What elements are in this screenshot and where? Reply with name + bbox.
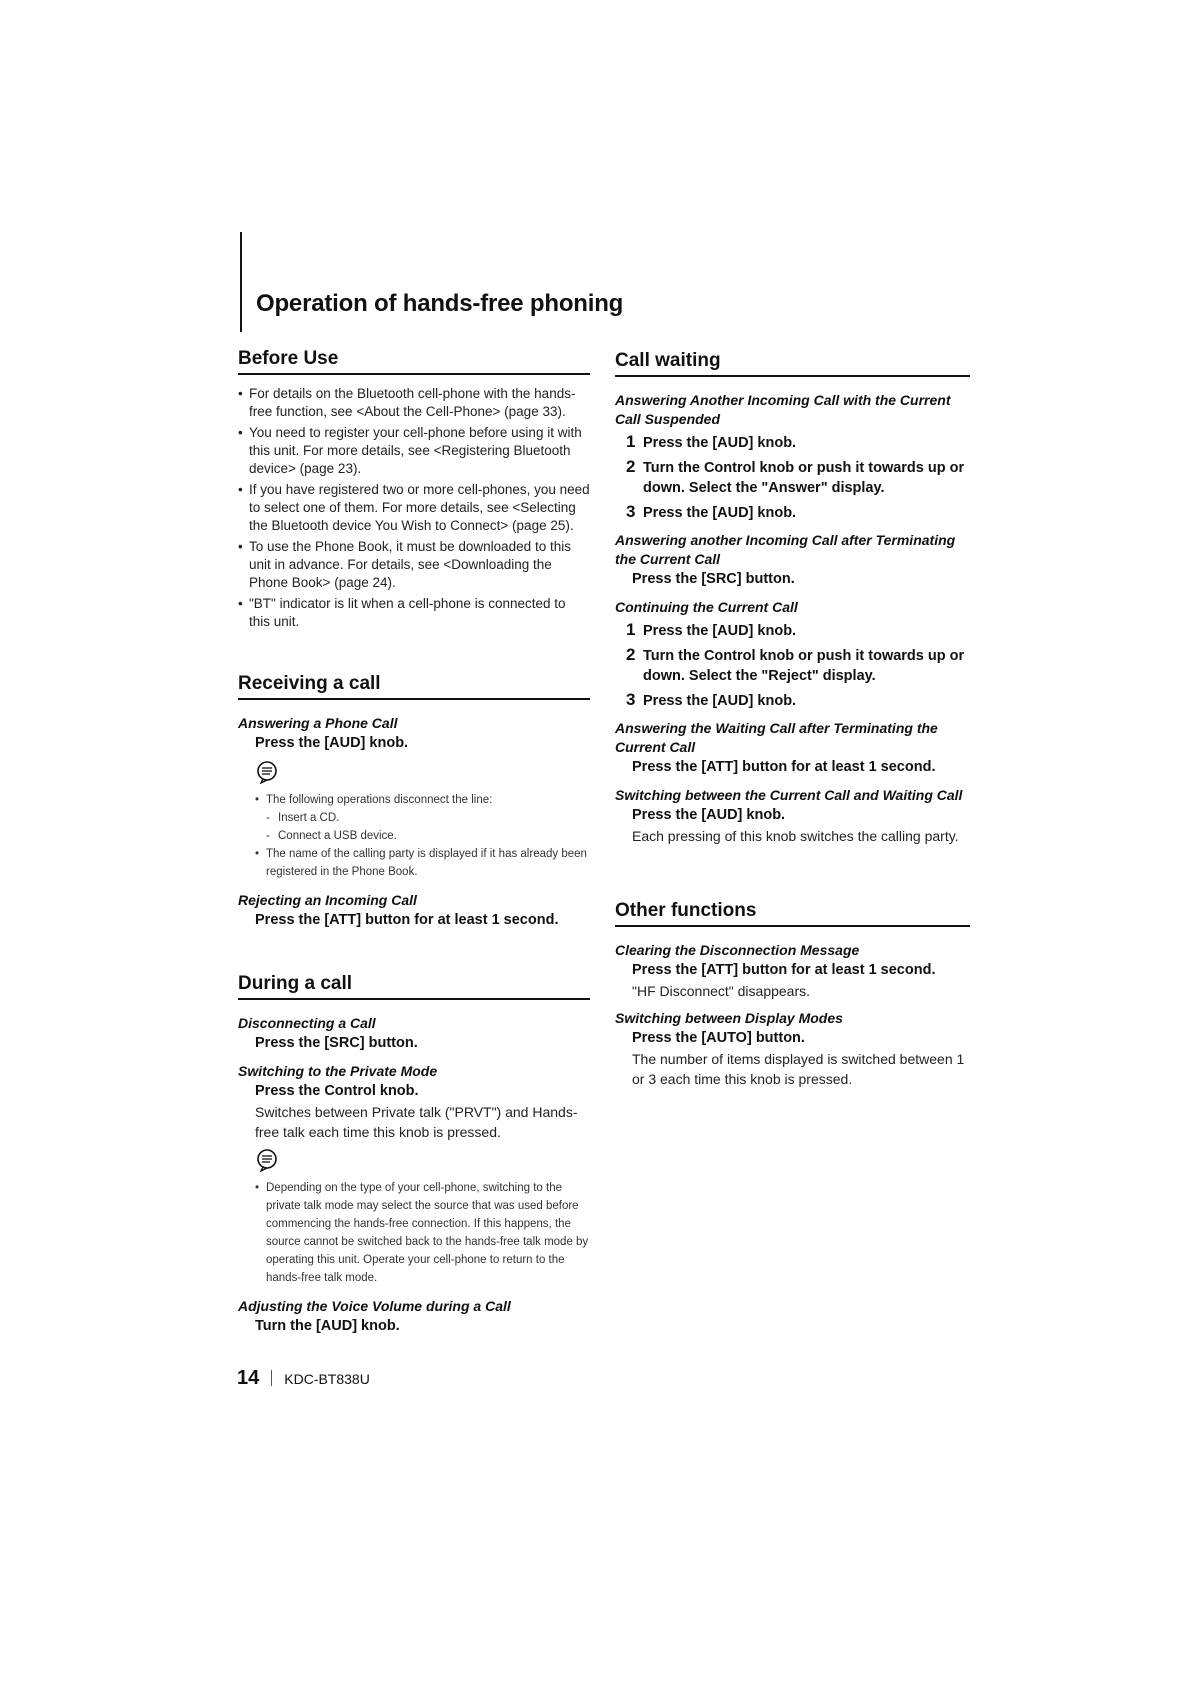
disconnecting-call-instruction: Press the [SRC] button. <box>255 1035 418 1051</box>
switch-calls-instruction: Press the [AUD] knob. <box>632 807 786 823</box>
private-mode-description: Switches between Private talk ("PRVT") and Hands-free talk each time this knob is pressed. <box>255 1104 578 1140</box>
page-footer <box>237 1367 370 1390</box>
rejecting-call-instruction: Press the [ATT] button for at least 1 second. <box>255 912 559 928</box>
answer-waiting-call-title: Answering the Waiting Call after Terminating the Current Call <box>615 720 938 755</box>
private-mode-instruction: Press the Control knob. <box>255 1083 419 1099</box>
call-waiting-section <box>615 350 970 846</box>
footer-separator <box>271 1370 272 1386</box>
clear-disconnection-title: Clearing the Disconnection Message <box>615 942 860 958</box>
answer-after-terminating-instruction: Press the [SRC] button. <box>632 571 795 587</box>
answering-call-title: Answering a Phone Call <box>238 715 398 731</box>
before-use-item: • To use the Phone Book, it must be downloaded to this unit in advance. For details, see <Downloading the Phone Book> (page 24). <box>238 538 590 592</box>
step-item: 1 Press the [AUD] knob. <box>626 432 797 451</box>
step-item: 1 Press the [AUD] knob. <box>626 620 797 639</box>
step-item: 3 Press the [AUD] knob. <box>626 690 797 709</box>
before-use-list <box>238 385 590 631</box>
page-number: 14 <box>237 1367 260 1389</box>
receiving-heading: Receiving a call <box>238 673 590 700</box>
during-call-heading: During a call <box>238 973 590 1000</box>
note-subitem: - Insert a CD. <box>255 809 590 827</box>
receiving-section <box>238 673 590 931</box>
switch-calls-description: Each pressing of this knob switches the calling party. <box>632 828 959 844</box>
answer-another-call-title: Answering Another Incoming Call with the Current Call Suspended <box>615 392 951 427</box>
switch-calls-title: Switching between the Current Call and Waiting Call <box>615 787 963 803</box>
page-title: Operation of hands-free phoning <box>256 290 624 317</box>
display-modes-instruction: Press the [AUTO] button. <box>632 1030 805 1046</box>
answer-after-terminating-title: Answering another Incoming Call after Terminating the Current Call <box>615 532 956 567</box>
before-use-item: • You need to register your cell-phone before using it with this unit. For more details, see <Registering Bluetooth device> (page 23). <box>238 424 590 478</box>
left-column <box>238 348 590 1337</box>
answer-another-call-steps <box>615 433 970 523</box>
title-accent-bar <box>240 232 242 332</box>
rejecting-call-title: Rejecting an Incoming Call <box>238 892 417 908</box>
clear-disconnection-description: "HF Disconnect" disappears. <box>632 983 811 999</box>
step-item: 2 Turn the Control knob or push it towards up or down. Select the "Answer" display. <box>626 457 965 496</box>
step-item: 3 Press the [AUD] knob. <box>626 502 797 521</box>
private-mode-notes <box>238 1179 590 1287</box>
before-use-item: • "BT" indicator is lit when a cell-phone is connected to this unit. <box>238 595 590 631</box>
other-functions-heading: Other functions <box>615 900 970 927</box>
model-name: KDC-BT838U <box>284 1371 370 1387</box>
other-functions-section <box>615 900 970 1089</box>
display-modes-description: The number of items displayed is switched between 1 or 3 each time this knob is pressed. <box>632 1051 965 1087</box>
before-use-item: • If you have registered two or more cell-phones, you need to select one of them. For more details, see <Selecting the Bluetooth device You Wish to Connect> (page 25). <box>238 481 590 535</box>
right-column <box>615 350 970 1089</box>
note-item: • The name of the calling party is displayed if it has already been registered in the Phone Book. <box>255 845 590 881</box>
answering-call-instruction: Press the [AUD] knob. <box>255 735 409 751</box>
call-waiting-heading: Call waiting <box>615 350 970 377</box>
private-mode-title: Switching to the Private Mode <box>238 1063 438 1079</box>
voice-volume-instruction: Turn the [AUD] knob. <box>255 1318 400 1334</box>
disconnecting-call-title: Disconnecting a Call <box>238 1015 376 1031</box>
continuing-call-title: Continuing the Current Call <box>615 599 798 615</box>
before-use-item: • For details on the Bluetooth cell-phone with the hands-free function, see <About the Cell-Phone> (page 33). <box>238 385 590 421</box>
receiving-notes <box>238 791 590 881</box>
note-icon <box>255 760 283 784</box>
note-subitem: - Connect a USB device. <box>255 827 590 845</box>
note-item: • The following operations disconnect the line: <box>255 791 590 809</box>
during-call-section <box>238 973 590 1337</box>
note-item: • Depending on the type of your cell-phone, switching to the private talk mode may select the source that was used before commencing the hands-free connection. If this happens, the source cannot be switched back to the hands-free talk mode by operating this unit. Operate your cell-phone to return to the hands-free talk mode. <box>255 1179 590 1287</box>
before-use-section <box>238 348 590 631</box>
voice-volume-title: Adjusting the Voice Volume during a Call <box>238 1298 511 1314</box>
step-item: 2 Turn the Control knob or push it towards up or down. Select the "Reject" display. <box>626 645 965 684</box>
note-icon <box>255 1148 283 1172</box>
answer-waiting-call-instruction: Press the [ATT] button for at least 1 second. <box>632 759 936 775</box>
continuing-call-steps <box>615 621 970 711</box>
display-modes-title: Switching between Display Modes <box>615 1010 843 1026</box>
before-use-heading: Before Use <box>238 348 590 375</box>
clear-disconnection-instruction: Press the [ATT] button for at least 1 second. <box>632 962 936 978</box>
